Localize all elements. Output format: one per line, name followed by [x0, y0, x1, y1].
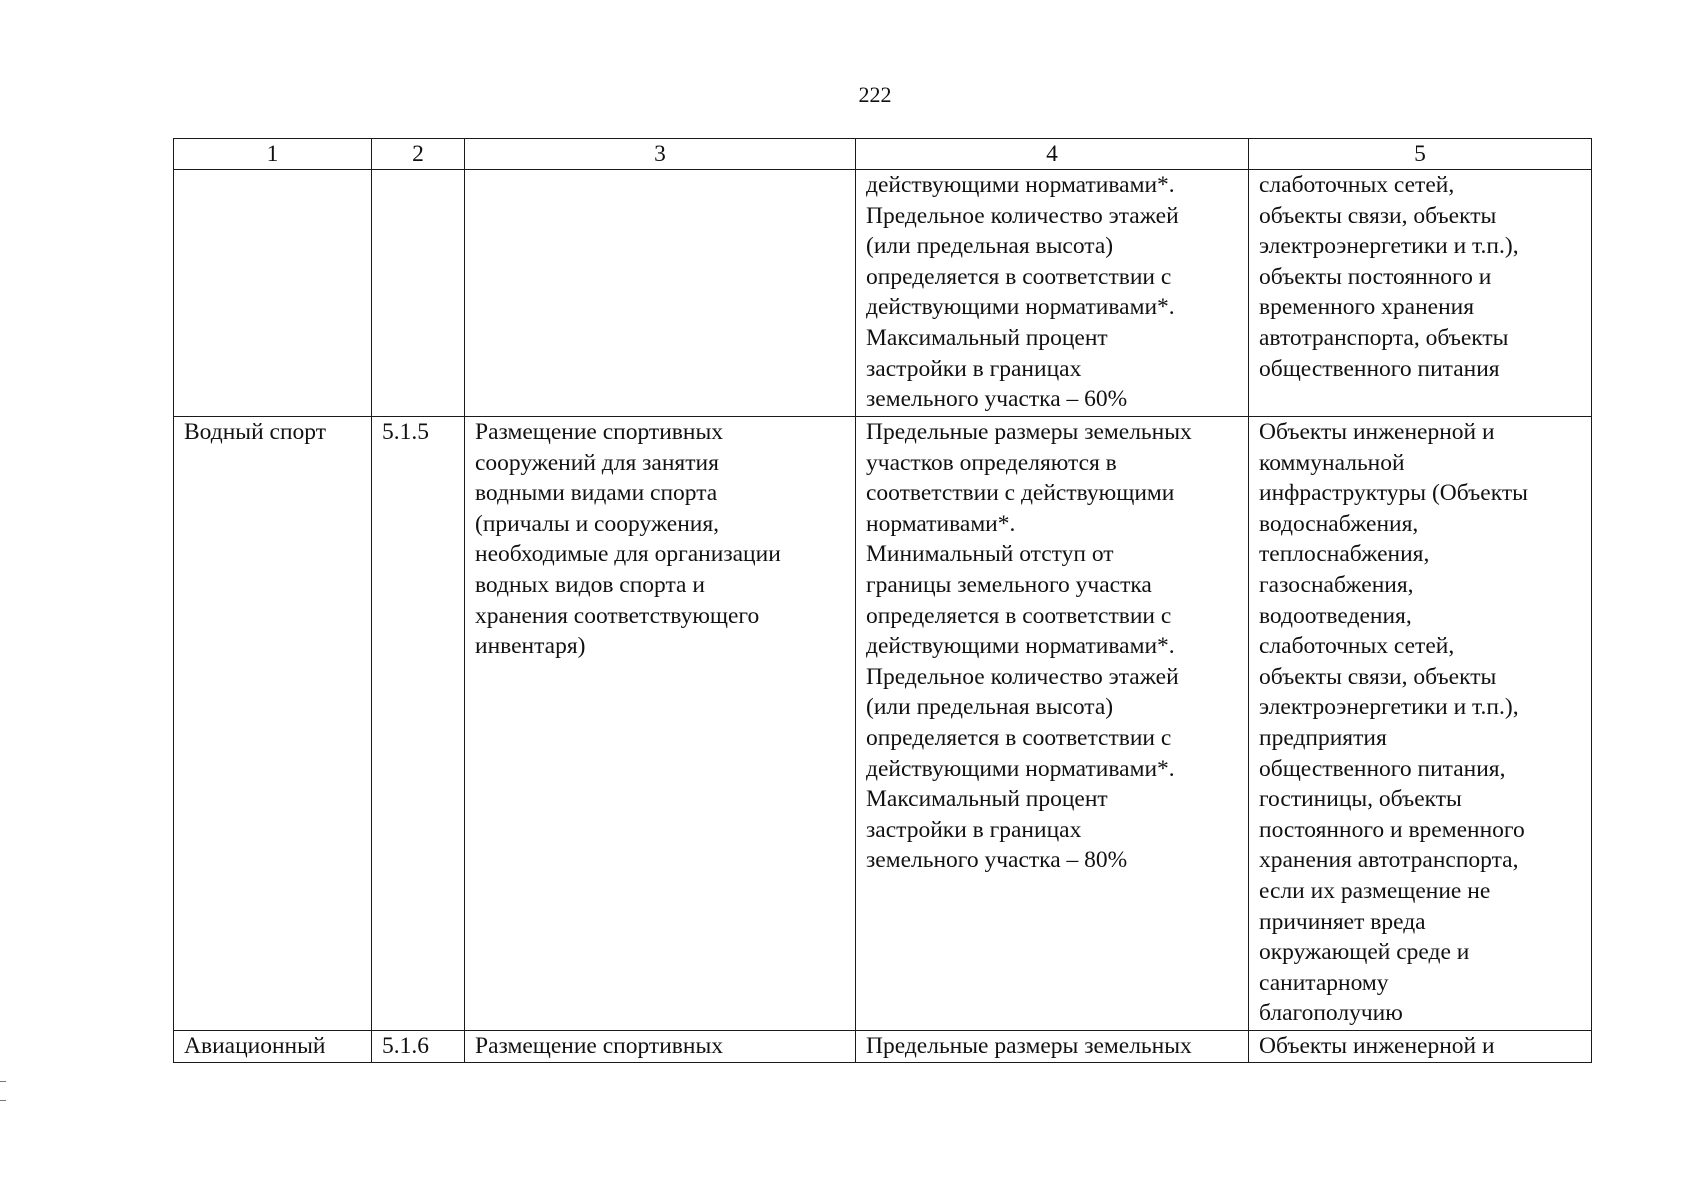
cell-text-line: хранения автотранспорта,	[1259, 847, 1519, 874]
cell-text-line: участков определяются в	[866, 449, 1117, 476]
cell-text-line: действующими нормативами*.	[866, 294, 1175, 321]
cell-text-line: Предельное количество этажей	[866, 202, 1179, 229]
cell-text-line: инвентаря)	[475, 633, 586, 660]
cell-text-line: действующими нормативами*.	[866, 172, 1175, 198]
cell-text-line: санитарному	[1259, 969, 1389, 996]
cell-text-line: объекты связи, объекты	[1259, 663, 1497, 690]
cell-text-line: Размещение спортивных	[475, 1033, 723, 1059]
cell-text-line: хранения соответствующего	[475, 602, 760, 629]
parameters-cell	[856, 1031, 1249, 1063]
cell-text-line: (или предельная высота)	[866, 694, 1114, 721]
cell-text-line: нормативами*.	[866, 510, 1016, 537]
cell-text-line: Минимальный отступ от	[866, 541, 1114, 568]
parameters-cell	[856, 417, 1249, 1031]
cell-text-line: застройки в границах	[866, 355, 1082, 382]
cell-text-line: определяется в соответствии с	[866, 263, 1172, 290]
cell-text-line: водных видов спорта и	[475, 571, 705, 598]
cell-text-line: гостиницы, объекты	[1259, 786, 1462, 813]
use-name-cell	[174, 170, 372, 417]
cell-text-line: соответствии с действующими	[866, 480, 1175, 507]
table-row	[174, 170, 1592, 417]
cell-text-line: коммунальной	[1259, 449, 1405, 476]
page-number: 222	[858, 82, 892, 107]
column-header-5: 5	[1249, 139, 1592, 170]
cell-text-line: застройки в границах	[866, 816, 1082, 843]
cell-text-line: определяется в соответствии с	[866, 724, 1172, 751]
cell-text-line: если их размещение не	[1259, 877, 1491, 904]
use-code-cell: 5.1.6	[372, 1031, 465, 1063]
cell-text-line: благополучию	[1259, 1000, 1403, 1027]
cell-text-line: действующими нормативами*.	[866, 755, 1175, 782]
cell-text-line: объекты постоянного и	[1259, 263, 1492, 290]
cell-text-line: водными видами спорта	[475, 480, 718, 507]
cell-text-line: временного хранения	[1259, 294, 1475, 321]
column-header-2: 2	[372, 139, 465, 170]
use-code-cell: 5.1.5	[372, 417, 465, 1031]
scan-edge-mark	[0, 1081, 6, 1101]
column-header-1: 1	[174, 139, 372, 170]
cell-text-line: автотранспорта, объекты	[1259, 324, 1509, 351]
cell-text-line: Предельные размеры земельных	[866, 1033, 1192, 1059]
cell-text-line: предприятия	[1259, 724, 1387, 751]
cell-text-line: слаботочных сетей,	[1259, 172, 1455, 198]
cell-text-line: общественного питания	[1259, 355, 1500, 382]
cell-text-line: окружающей среде и	[1259, 939, 1470, 966]
cell-text-line: сооружений для занятия	[475, 449, 719, 476]
use-description-cell	[465, 1031, 856, 1063]
cell-text-line: Предельные размеры земельных	[866, 419, 1192, 445]
cell-text-line: водоотведения,	[1259, 602, 1412, 629]
column-header-4: 4	[856, 139, 1249, 170]
auxiliary-uses-cell	[1249, 1031, 1592, 1063]
cell-text-line: земельного участка – 80%	[866, 847, 1128, 874]
cell-text-line: постоянного и временного	[1259, 816, 1525, 843]
parameters-cell	[856, 170, 1249, 417]
table-row	[174, 417, 1592, 1031]
cell-text-line: Объекты инженерной и	[1259, 419, 1495, 445]
cell-text-line: определяется в соответствии с	[866, 602, 1172, 629]
cell-text-line: Объекты инженерной и	[1259, 1033, 1495, 1059]
cell-text-line: общественного питания,	[1259, 755, 1506, 782]
auxiliary-uses-cell	[1249, 417, 1592, 1031]
land-use-table	[173, 138, 1592, 1063]
cell-text-line: теплоснабжения,	[1259, 541, 1430, 568]
cell-text-line: земельного участка – 60%	[866, 386, 1128, 413]
use-description-cell	[465, 170, 856, 417]
cell-text-line: Максимальный процент	[866, 786, 1108, 813]
cell-text-line: (или предельная высота)	[866, 233, 1114, 260]
column-header-3: 3	[465, 139, 856, 170]
cell-text-line: газоснабжения,	[1259, 571, 1414, 598]
cell-text-line: объекты связи, объекты	[1259, 202, 1497, 229]
use-name-cell: Авиационный	[174, 1031, 372, 1063]
cell-text-line: (причалы и сооружения,	[475, 510, 720, 537]
table-header-row	[174, 139, 1592, 170]
cell-text-line: границы земельного участка	[866, 571, 1152, 598]
cell-text-line: электроэнергетики и т.п.),	[1259, 694, 1519, 721]
cell-text-line: действующими нормативами*.	[866, 633, 1175, 660]
cell-text-line: причиняет вреда	[1259, 908, 1426, 935]
cell-text-line: слаботочных сетей,	[1259, 633, 1455, 660]
table-row	[174, 1031, 1592, 1063]
cell-text-line: Размещение спортивных	[475, 419, 723, 445]
cell-text-line: Максимальный процент	[866, 324, 1108, 351]
use-name-cell: Водный спорт	[174, 417, 372, 1031]
cell-text-line: инфраструктуры (Объекты	[1259, 480, 1528, 507]
cell-text-line: водоснабжения,	[1259, 510, 1419, 537]
use-description-cell	[465, 417, 856, 1031]
cell-text-line: Предельное количество этажей	[866, 663, 1179, 690]
use-code-cell	[372, 170, 465, 417]
cell-text-line: электроэнергетики и т.п.),	[1259, 233, 1519, 260]
auxiliary-uses-cell	[1249, 170, 1592, 417]
cell-text-line: необходимые для организации	[475, 541, 781, 568]
